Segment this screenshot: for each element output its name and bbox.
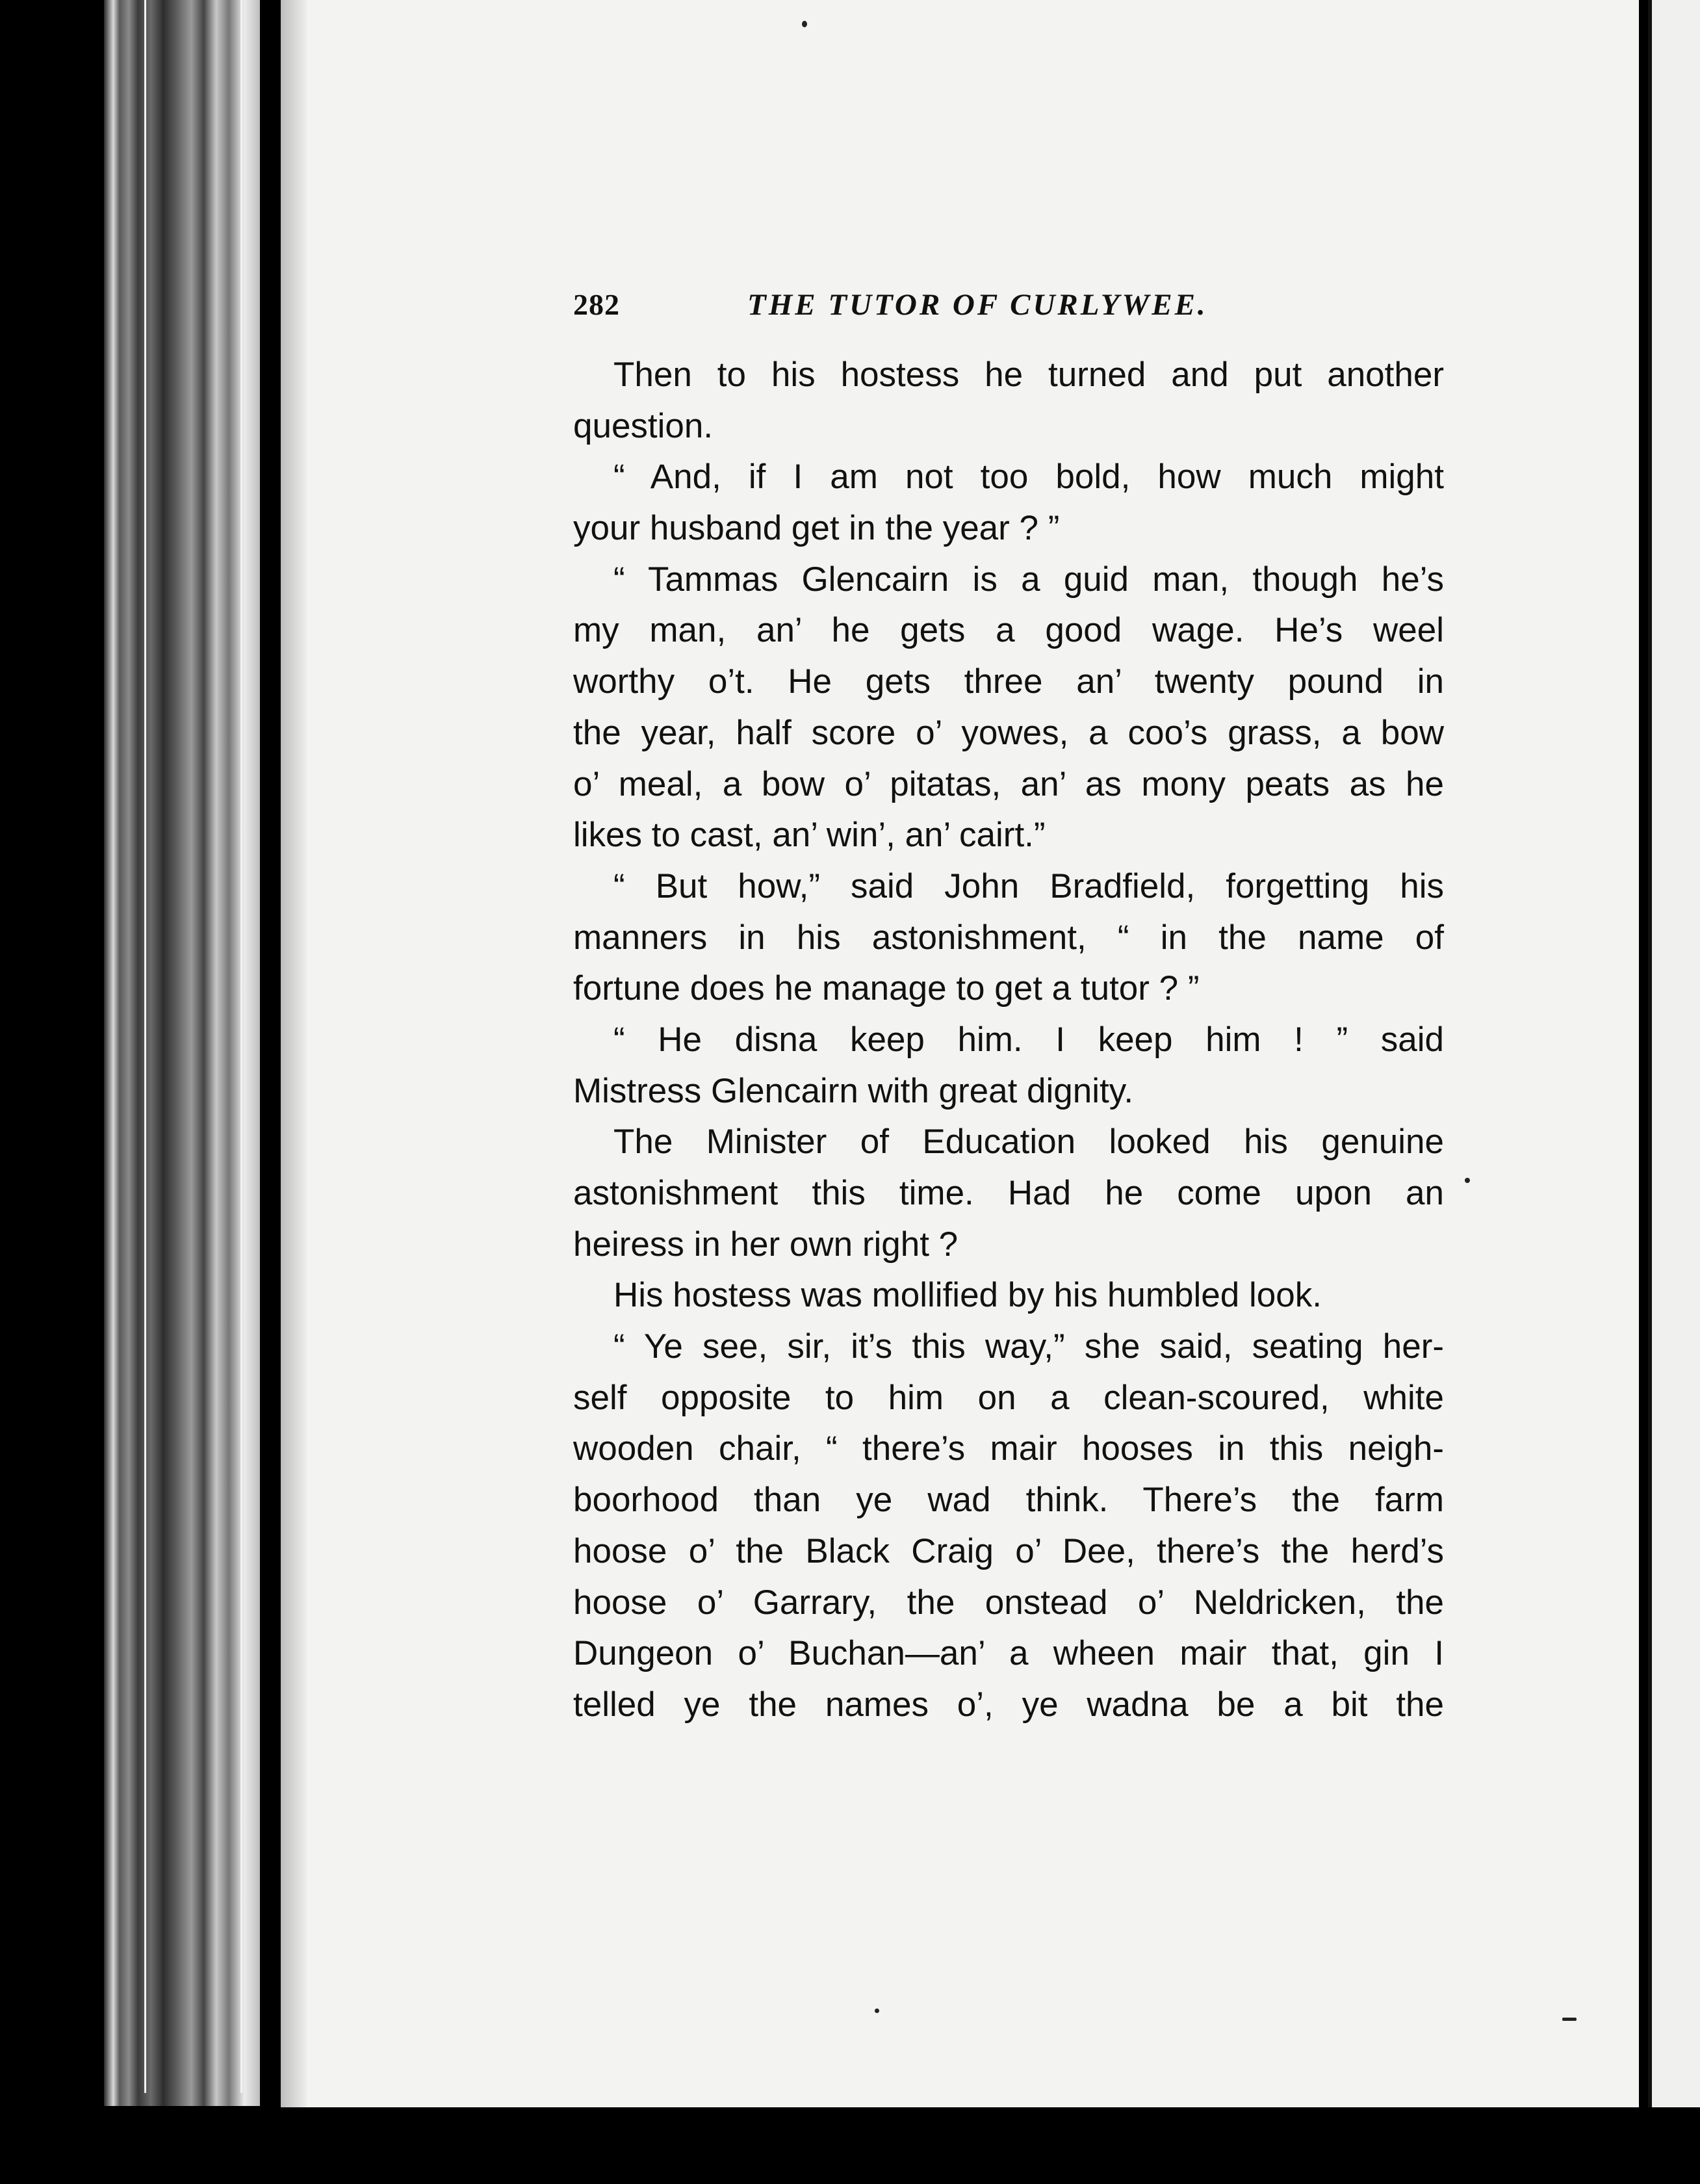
text-line: “ Tammas Glencairn is a guid man, though he’s	[613, 560, 1444, 599]
running-title: THE TUTOR OF CURLYWEE.	[747, 288, 1208, 322]
text-line: my man, an’ he gets a good wage. He’s weel	[573, 611, 1444, 650]
text-line: “ He disna keep him. I keep him ! ” said	[613, 1020, 1444, 1059]
text-line: wooden chair, “ there’s mair hooses in this neigh-	[573, 1429, 1444, 1468]
print-speck	[802, 21, 807, 27]
page-gutter	[281, 0, 307, 2107]
text-line: astonishment this time. Had he come upon an	[573, 1174, 1444, 1212]
text-line: boorhood than ye wad think. There’s the farm	[573, 1481, 1444, 1520]
page-stack-edge	[104, 0, 260, 2106]
text-line: manners in his astonishment, “ in the name of	[573, 918, 1444, 957]
text-line: “ But how,” said John Bradfield, forgetting his	[613, 866, 1444, 905]
print-speck	[1562, 2018, 1577, 2021]
text-line: o’ meal, a bow o’ pitatas, an’ as mony peats as he	[573, 764, 1444, 803]
print-speck	[875, 2008, 879, 2013]
text-line: self opposite to him on a clean-scoured, white	[573, 1378, 1444, 1417]
next-page-edge	[1648, 0, 1700, 2107]
text-line: hoose o’ Garrary, the onstead o’ Neldricken, the	[573, 1583, 1444, 1622]
text-line: hoose o’ the Black Craig o’ Dee, there’s the herd’s	[573, 1531, 1444, 1570]
text-line: your husband get in the year ? ”	[573, 509, 1060, 548]
text-line: His hostess was mollified by his humbled look.	[613, 1276, 1322, 1315]
text-line: Then to his hostess he turned and put another	[613, 356, 1444, 394]
text-line: Dungeon o’ Buchan—an’ a wheen mair that, gin I	[573, 1634, 1444, 1673]
text-line: “ Ye see, sir, it’s this way,” she said, seating her-	[613, 1327, 1444, 1366]
text-line: fortune does he manage to get a tutor ? ”	[573, 969, 1200, 1008]
text-line: “ And, if I am not too bold, how much might	[613, 458, 1444, 497]
body-text	[573, 350, 1444, 1731]
page-edge-line	[240, 0, 242, 2093]
text-line: question.	[573, 406, 714, 445]
running-header	[573, 287, 1444, 326]
print-speck	[1465, 1178, 1470, 1183]
text-line: The Minister of Education looked his genuine	[613, 1123, 1444, 1162]
text-line: likes to cast, an’ win’, an’ cairt.”	[573, 816, 1046, 855]
text-line: Mistress Glencairn with great dignity.	[573, 1071, 1134, 1110]
text-line: the year, half score o’ yowes, a coo’s grass, a bow	[573, 713, 1444, 752]
page-edge-line	[144, 0, 146, 2093]
text-line: heiress in her own right ?	[573, 1225, 959, 1264]
text-line: worthy o’t. He gets three an’ twenty pound in	[573, 662, 1444, 701]
page-number: 282	[573, 288, 620, 321]
text-line: telled ye the names o’, ye wadna be a bit the	[573, 1685, 1444, 1724]
